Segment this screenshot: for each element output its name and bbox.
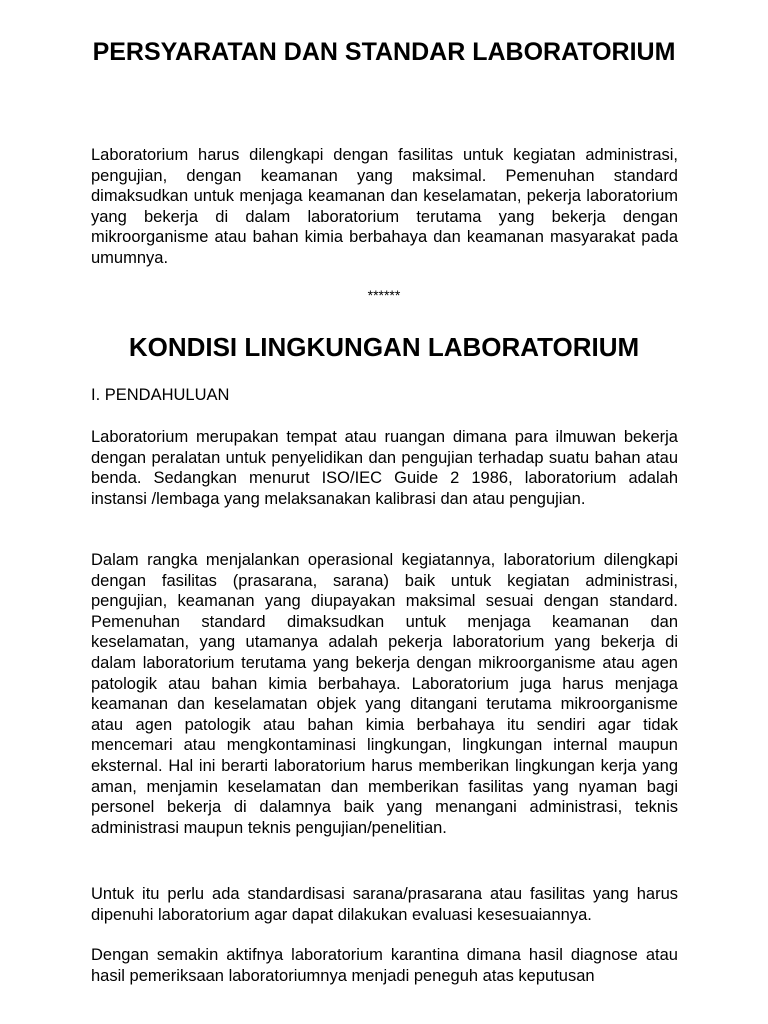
section-title: KONDISI LINGKUNGAN LABORATORIUM	[128, 332, 640, 362]
body-paragraph: Untuk itu perlu ada standardisasi sarana/prasarana atau fasilitas yang harus dipenuhi laboratorium agar dapat dilakukan evaluasi kesesuaiannya.	[91, 885, 678, 924]
section-heading: I. PENDAHULUAN	[91, 386, 230, 404]
intro-paragraph: Laboratorium harus dilengkapi dengan fasilitas untuk kegiatan administrasi, pengujian, dengan keamanan yang maksimal. Pemenuhan standard dimaksudkan untuk menjaga keamanan dan keselamatan, pekerja laboratorium yang bekerja di dalam laboratorium terutama yang bekerja dengan mikroorganisme atau bahan kimia berbahaya dan keamanan masyarakat pada umumnya.	[91, 146, 678, 267]
body-paragraph: Dalam rangka menjalankan operasional kegiatannya, laboratorium dilengkapi dengan fasilitas (prasarana, sarana) baik untuk kegiatan administrasi, pengujian, keamanan yang diupayakan maksimal sesuai dengan standard. Pemenuhan standard dimaksudkan untuk menjaga keamanan dan keselamatan, yang utamanya adalah pekerja laboratorium yang bekerja di dalam laboratorium terutama yang bekerja dengan mikroorganisme atau agen patologik atau bahan kimia berbahaya. Laboratorium juga harus menjaga keamanan dan keselamatan objek yang ditangani terutama mikroorganisme atau agen patologik atau bahan kimia berbahaya itu sendiri agar tidak mencemari atau mengkontaminasi lingkungan, lingkungan internal maupun eksternal. Hal ini berarti laboratorium harus memberikan lingkungan kerja yang aman, menjamin keselamatan dan memberikan fasilitas yang nyaman bagi personel bekerja di dalamnya baik yang menangani administrasi, teknis administrasi maupun teknis pengujian/penelitian.	[91, 551, 678, 837]
section-separator: ******	[367, 287, 401, 303]
body-paragraph: Laboratorium merupakan tempat atau ruangan dimana para ilmuwan bekerja dengan peralatan untuk penyelidikan dan pengujian terhadap suatu bahan atau benda. Sedangkan menurut ISO/IEC Guide 2 1986, laboratorium adalah instansi /lembaga yang melaksanakan kalibrasi dan atau pengujian.	[91, 428, 678, 508]
document-title: PERSYARATAN DAN STANDAR LABORATORIUM	[92, 38, 676, 66]
body-paragraph: Dengan semakin aktifnya laboratorium karantina dimana hasil diagnose atau hasil pemeriksaan laboratoriumnya menjadi peneguh atas keputusan	[91, 946, 678, 985]
